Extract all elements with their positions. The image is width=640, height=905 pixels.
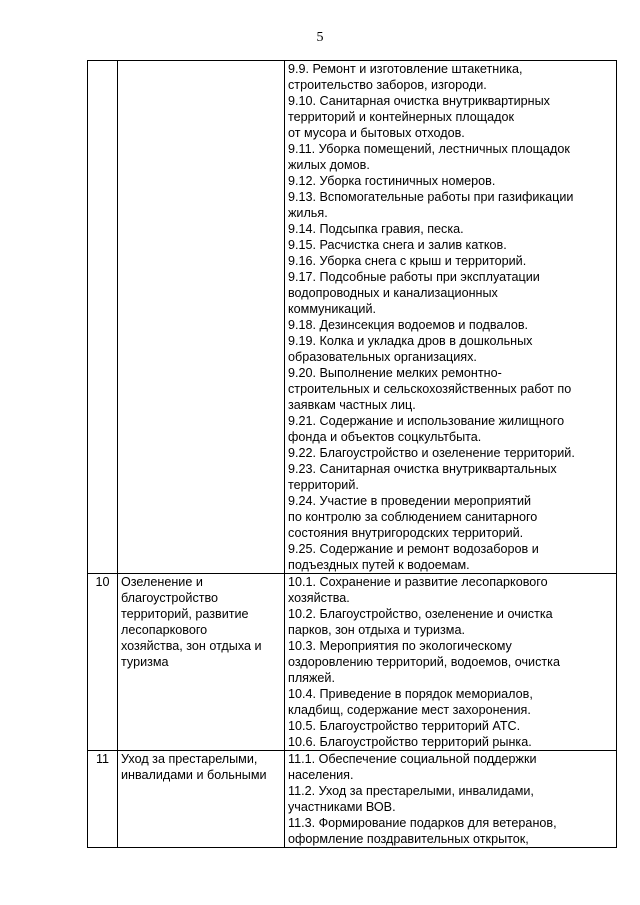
activity-item-line: оформление поздравительных открыток, — [288, 832, 529, 846]
activity-item-line: коммуникаций. — [288, 302, 376, 316]
activity-item-line: оздоровлению территорий, водоемов, очистка — [288, 655, 560, 669]
activity-item-line: 9.22. Благоустройство и озеленение территорий. — [288, 446, 575, 460]
activity-item-line: 11.3. Формирование подарков для ветеранов, — [288, 816, 557, 830]
activity-item-line: образовательных организациях. — [288, 350, 477, 364]
activity-items — [285, 61, 617, 574]
activity-item-line: 9.24. Участие в проведении мероприятий — [288, 494, 532, 508]
activity-item-line: жилья. — [288, 206, 328, 220]
activity-item-line: 9.21. Содержание и использование жилищного — [288, 414, 565, 428]
activity-item-line: населения. — [288, 768, 354, 782]
activity-item-line: участниками ВОВ. — [288, 800, 396, 814]
activity-item-line: 11.2. Уход за престарелыми, инвалидами, — [288, 784, 534, 798]
activity-item-line: состояния внутригородских территорий. — [288, 526, 524, 540]
activity-item-line: хозяйства. — [288, 591, 350, 605]
activity-item-line: 9.25. Содержание и ремонт водозаборов и — [288, 542, 539, 556]
activity-items — [285, 574, 617, 751]
activity-item-line: парков, зон отдыха и туризма. — [288, 623, 465, 637]
activity-item-line: 9.13. Вспомогательные работы при газификации — [288, 190, 574, 204]
activity-item-line: 9.23. Санитарная очистка внутриквартальных — [288, 462, 557, 476]
activity-item-line: подъездных путей к водоемам. — [288, 558, 470, 572]
activity-item-line: строительных и сельскохозяйственных работ по — [288, 382, 572, 396]
activity-item-line: 10.4. Приведение в порядок мемориалов, — [288, 687, 533, 701]
activity-item-line: 9.14. Подсыпка гравия, песка. — [288, 222, 464, 236]
activities-table — [87, 60, 617, 848]
activity-item-line: по контролю за соблюдением санитарного — [288, 510, 538, 524]
activity-item-line: 9.18. Дезинсекция водоемов и подвалов. — [288, 318, 529, 332]
activity-name-line: туризма — [121, 655, 169, 669]
activity-name — [118, 574, 285, 751]
activity-name-line: территорий, развитие — [121, 607, 249, 621]
table-row — [88, 574, 617, 751]
activity-item-line: территорий. — [288, 478, 359, 492]
activity-item-line: строительство заборов, изгороди. — [288, 78, 487, 92]
activity-item-line: 9.19. Колка и укладка дров в дошкольных — [288, 334, 533, 348]
row-number — [88, 61, 118, 574]
activity-item-line: жилых домов. — [288, 158, 370, 172]
row-number: 11 — [88, 751, 118, 848]
activity-item-line: 9.16. Уборка снега с крыш и территорий. — [288, 254, 527, 268]
activity-item-line: 9.20. Выполнение мелких ремонтно- — [288, 366, 502, 380]
activity-items — [285, 751, 617, 848]
activity-item-line: от мусора и бытовых отходов. — [288, 126, 465, 140]
activity-item-line: водопроводных и канализационных — [288, 286, 498, 300]
activity-item-line: 9.15. Расчистка снега и залив катков. — [288, 238, 507, 252]
activity-item-line: 10.6. Благоустройство территорий рынка. — [288, 735, 532, 749]
activity-item-line: пляжей. — [288, 671, 335, 685]
activity-name-line: хозяйства, зон отдыха и — [121, 639, 262, 653]
activity-item-line: территорий и контейнерных площадок — [288, 110, 514, 124]
activity-name-line: Уход за престарелыми, — [121, 752, 258, 766]
activity-item-line: 9.9. Ремонт и изготовление штакетника, — [288, 62, 523, 76]
activity-item-line: 10.5. Благоустройство территорий АТС. — [288, 719, 521, 733]
activity-item-line: 11.1. Обеспечение социальной поддержки — [288, 752, 537, 766]
activity-name-line: благоустройство — [121, 591, 219, 605]
activity-item-line: 10.3. Мероприятия по экологическому — [288, 639, 512, 653]
activity-item-line: 10.2. Благоустройство, озеленение и очистка — [288, 607, 553, 621]
table-body — [88, 61, 617, 848]
activity-name-line: инвалидами и больными — [121, 768, 267, 782]
activity-item-line: 9.10. Санитарная очистка внутриквартирных — [288, 94, 550, 108]
activity-item-line: фонда и объектов соцкультбыта. — [288, 430, 482, 444]
activity-item-line: 9.12. Уборка гостиничных номеров. — [288, 174, 496, 188]
table-row — [88, 61, 617, 574]
table-row — [88, 751, 617, 848]
page-number: 5 — [316, 30, 324, 45]
activity-name — [118, 751, 285, 848]
activity-name-line: Озеленение и — [121, 575, 203, 589]
activity-item-line: 9.17. Подсобные работы при эксплуатации — [288, 270, 540, 284]
activity-item-line: кладбищ, содержание мест захоронения. — [288, 703, 531, 717]
activity-item-line: 10.1. Сохранение и развитие лесопаркового — [288, 575, 548, 589]
activity-item-line: заявкам частных лиц. — [288, 398, 416, 412]
activity-name — [118, 61, 285, 574]
activity-name-line: лесопаркового — [121, 623, 208, 637]
row-number: 10 — [88, 574, 118, 751]
activity-item-line: 9.11. Уборка помещений, лестничных площадок — [288, 142, 570, 156]
